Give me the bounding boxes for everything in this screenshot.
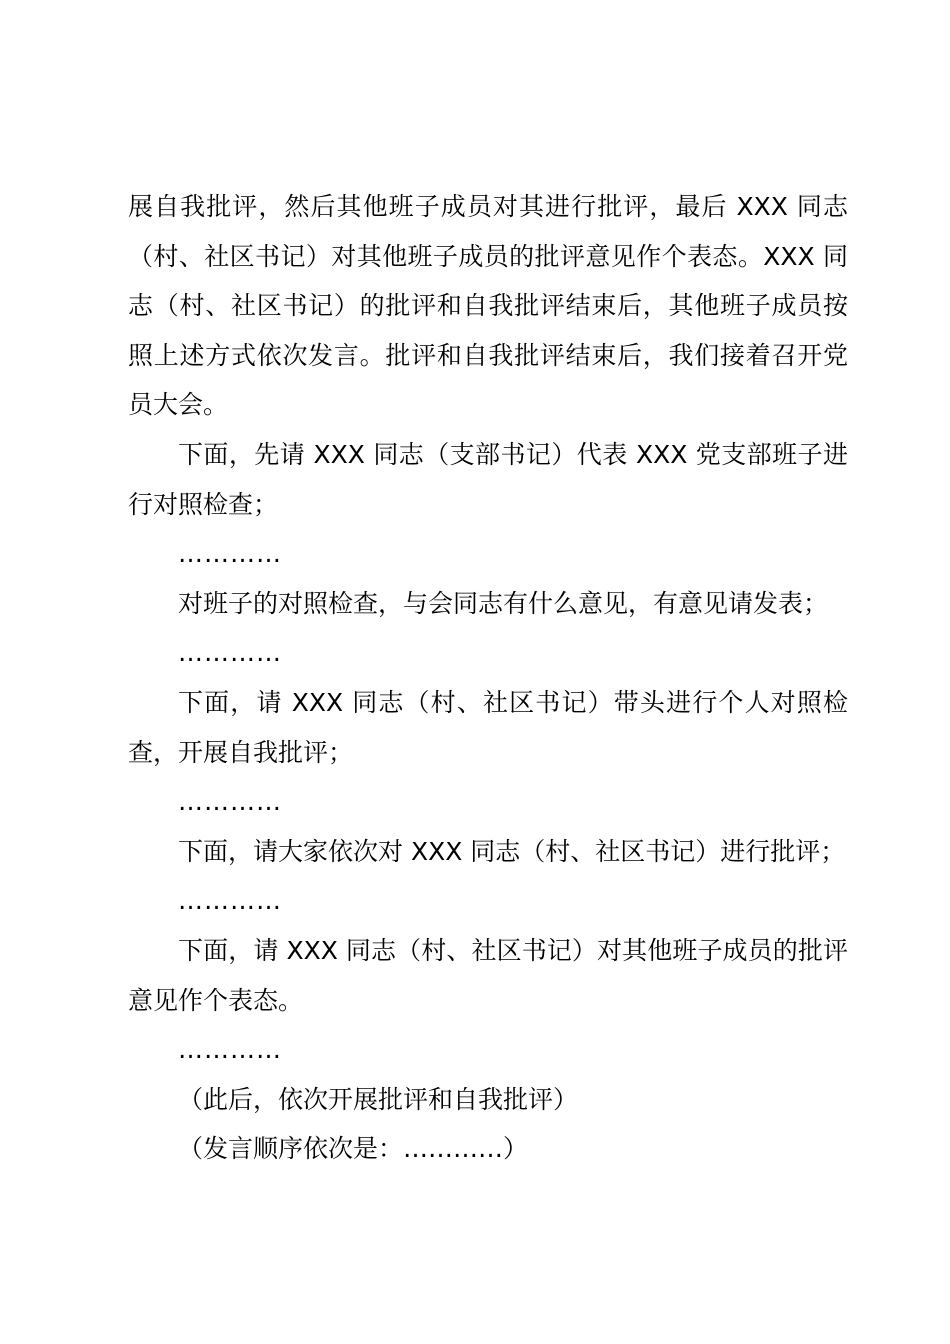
paragraph-note-order: （发言顺序依次是：…………）	[178, 1134, 529, 1164]
ellipsis-line: …………	[178, 1035, 282, 1065]
paragraph-opinions: 对班子的对照检查，与会同志有什么意见，有意见请发表；	[178, 588, 829, 618]
ellipsis-line: …………	[178, 886, 282, 916]
ellipsis-line: …………	[178, 638, 282, 668]
paragraph-note-sequence: （此后，依次开展批评和自我批评）	[178, 1084, 579, 1114]
paragraph-criticism: 下面，请大家依次对 XXX 同志（村、社区书记）进行批评；	[178, 836, 846, 866]
ellipsis-line: …………	[178, 539, 282, 569]
paragraph-self-criticism: 下面，请 XXX 同志（村、社区书记）带头进行个人对照检查，开展自我批评；	[128, 687, 848, 767]
paragraph-intro: 展自我批评，然后其他班子成员对其进行批评，最后 XXX 同志（村、社区书记）对其他班子成员的批评意见作个表态。XXX 同志（村、社区书记）的批评和自我批评结束后，其他班子成员按照上述方式依次发言。批评和自我批评结束后，我们接着召开党员大会。	[128, 192, 848, 420]
ellipsis-line: …………	[178, 787, 282, 817]
paragraph-response: 下面，请 XXX 同志（村、社区书记）对其他班子成员的批评意见作个表态。	[128, 935, 848, 1015]
document-body	[128, 182, 848, 1174]
paragraph-branch-review: 下面，先请 XXX 同志（支部书记）代表 XXX 党支部班子进行对照检查；	[128, 439, 848, 519]
